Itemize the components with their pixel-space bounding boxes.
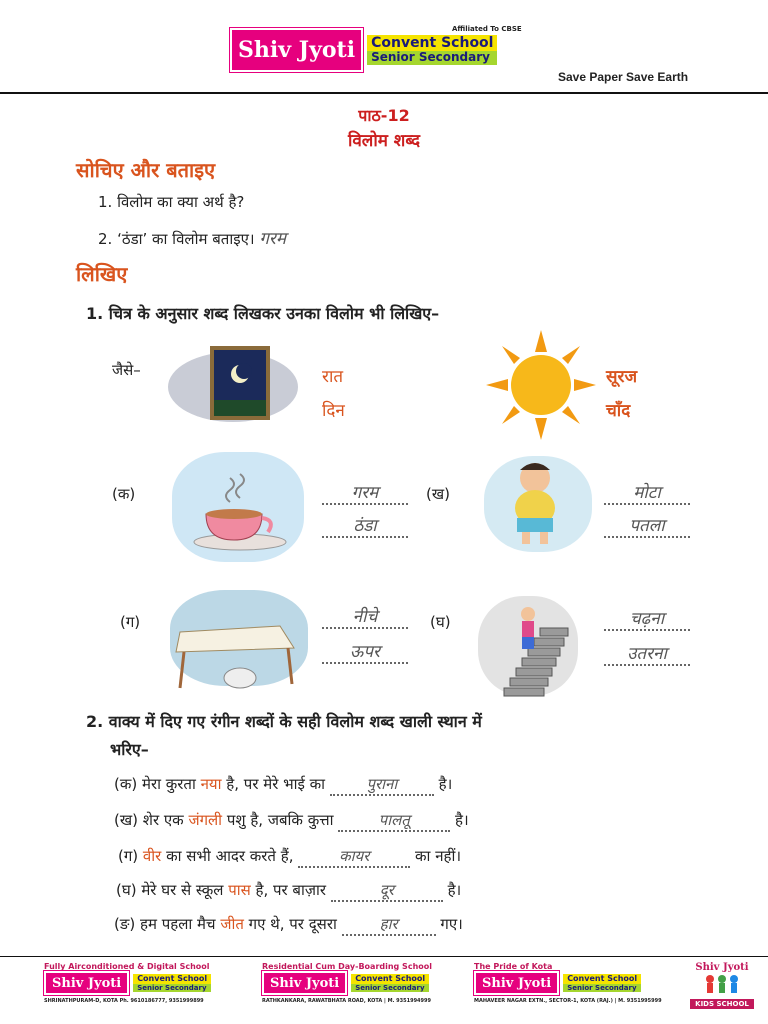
item-gh-answers [604, 606, 704, 666]
footer-logo-2-line1: Convent School [351, 974, 429, 983]
item-g-answer-2: ऊपर [322, 639, 408, 664]
teacup-image [190, 470, 290, 552]
table-image [170, 612, 300, 692]
example-right-2: चाँद [606, 401, 631, 421]
sentence-5-post: गए। [435, 915, 463, 933]
footer-logo-3 [474, 971, 686, 995]
item-k-answer-1: गरम [322, 480, 408, 505]
sentence-4 [116, 880, 461, 902]
item-k-answers [322, 480, 422, 538]
footer-divider [0, 956, 768, 957]
logo-name: Shiv Jyoti [230, 28, 363, 72]
footer-logo-2 [262, 971, 474, 995]
think-question-2-answer: गरम [259, 229, 287, 249]
footer-logo-2-line2: Senior Secondary [351, 984, 429, 992]
footer-logo-1-name: Shiv Jyoti [44, 971, 129, 995]
sentence-3-post: का नहीं। [410, 847, 462, 865]
item-kh-answers [604, 480, 704, 538]
logo-school [367, 28, 497, 72]
sentence-3-mid: का सभी आदर करते हैं, [161, 847, 299, 865]
kids-line2: KIDS SCHOOL [690, 999, 754, 1009]
header-divider [0, 92, 768, 94]
think-heading: सोचिए और बताइए [76, 158, 216, 182]
footer-logo-1-school [133, 971, 211, 995]
kids-line1: Shiv Jyoti [695, 962, 749, 973]
footer-branch-3-addr: MAHAVEER NAGAR EXTN., SECTOR-1, KOTA (RAJ.) | M. 9351995999 [474, 998, 662, 1004]
stairs-image [494, 592, 574, 702]
sentence-2-mid: पशु है, जबकि कुत्ता [222, 811, 339, 829]
item-gh-answer-2: उतरना [604, 641, 690, 666]
footer-logo-2-school [351, 971, 429, 995]
footer-logo-1 [44, 971, 256, 995]
write-task-2-line1: 2. वाक्य में दिए गए रंगीन शब्दों के सही विलोम शब्द खाली स्थान में [86, 712, 482, 731]
sentence-2-answer: पालतू [338, 810, 450, 832]
header-logo [230, 28, 497, 72]
example-right-1: सूरज [606, 367, 638, 387]
sentence-2-word: जंगली [188, 811, 223, 829]
sentence-1-word: नया [200, 775, 222, 793]
footer-branch-2-tag: Residential Cum Day-Boarding School [262, 962, 432, 971]
sun-image [486, 330, 596, 440]
item-label-kh: (ख) [426, 485, 450, 503]
sentence-3-answer: कायर [298, 846, 410, 868]
footer-logo-3-name: Shiv Jyoti [474, 971, 559, 995]
sentence-3-word: वीर [142, 847, 162, 865]
sentence-1-pre: (क) मेरा कुरता [114, 775, 201, 793]
lesson-title: विलोम शब्द [347, 131, 421, 151]
fat-boy-icon [500, 458, 570, 548]
footer-branch-1 [44, 962, 256, 1020]
sentence-2-post: है। [450, 811, 469, 829]
footer-logo-2-name: Shiv Jyoti [262, 971, 347, 995]
sentence-5 [114, 914, 463, 936]
think-question-2-text: 2. ‘ठंडा’ का विलोम बताइए। [98, 230, 255, 248]
teacup-icon [190, 470, 290, 552]
item-kh-answer-1: मोटा [604, 480, 690, 505]
sentence-1-post: है। [433, 775, 453, 793]
example-left-1: रात [322, 367, 344, 387]
sentence-2-pre: (ख) शेर एक [114, 811, 189, 829]
sentence-5-pre: (ङ) हम पहला मैच [114, 915, 221, 933]
moon-icon [214, 350, 266, 416]
write-heading: लिखिए [76, 262, 128, 286]
sentence-5-mid: गए थे, पर दूसरा [243, 915, 342, 933]
item-label-gh: (घ) [430, 613, 451, 631]
footer-branch-2-addr: RATHKANKARA, RAWATBHATA ROAD, KOTA | M. 9351994999 [262, 998, 431, 1004]
sentence-5-answer: हार [342, 914, 436, 936]
slogan: Save Paper Save Earth [558, 70, 689, 84]
footer-kids-school [690, 962, 754, 1020]
think-question-1: 1. विलोम का क्या अर्थ है? [98, 193, 245, 211]
sentence-2 [114, 810, 469, 832]
sun-icon [486, 330, 596, 440]
sentence-1-mid: है, पर मेरे भाई का [221, 775, 330, 793]
sentence-1-answer: पुराना [330, 774, 434, 796]
footer-branch-2 [262, 962, 474, 1020]
sentence-5-word: जीत [220, 915, 244, 933]
sentence-1 [114, 774, 452, 796]
footer-logo-1-line2: Senior Secondary [133, 984, 211, 992]
footer-logo-3-line2: Senior Secondary [563, 984, 641, 992]
footer-branch-3 [474, 962, 686, 1020]
footer-branch-3-tag: The Pride of Kota [474, 962, 553, 971]
sentence-4-post: है। [442, 881, 462, 899]
think-question-2 [98, 226, 286, 249]
footer-logo-3-school [563, 971, 641, 995]
item-g-answers [322, 604, 422, 664]
night-window-image [210, 346, 270, 420]
example-left-2: दिन [322, 401, 345, 421]
footer-branch-1-tag: Fully Airconditioned & Digital School [44, 962, 210, 971]
sentence-3-pre: (ग) [118, 847, 143, 865]
write-task-2-line2: भरिए– [110, 740, 149, 759]
sentence-4-word: पास [228, 881, 251, 899]
affiliated-text: Affiliated To CBSE [452, 25, 522, 33]
logo-line2: Senior Secondary [367, 51, 497, 65]
item-g-answer-1: नीचे [322, 604, 408, 629]
kids-figures-icon [702, 973, 742, 995]
item-k-answer-2: ठंडा [322, 513, 408, 538]
footer-logo-1-line1: Convent School [133, 974, 211, 983]
table-icon [170, 612, 300, 692]
boy-image [500, 458, 570, 548]
write-task-1: 1. चित्र के अनुसार शब्द लिखकर उनका विलोम भी लिखिए– [86, 304, 440, 323]
staircase-icon [494, 592, 574, 702]
footer-branch-1-addr: SHRINATHPURAM-D, KOTA Ph. 9610186777, 9351999899 [44, 998, 204, 1004]
sentence-3 [118, 846, 461, 868]
item-gh-answer-1: चढ़ना [604, 606, 690, 631]
example-label: जैसे– [112, 361, 141, 379]
item-kh-answer-2: पतला [604, 513, 690, 538]
item-label-g: (ग) [120, 613, 141, 631]
item-label-k: (क) [112, 485, 136, 503]
footer-logo-3-line1: Convent School [563, 974, 641, 983]
sentence-4-answer: दूर [331, 880, 443, 902]
sentence-4-mid: है, पर बाज़ार [250, 881, 331, 899]
sentence-4-pre: (घ) मेरे घर से स्कूल [116, 881, 229, 899]
lesson-number: पाठ-12 [358, 106, 410, 125]
logo-line1: Convent School [367, 35, 497, 51]
